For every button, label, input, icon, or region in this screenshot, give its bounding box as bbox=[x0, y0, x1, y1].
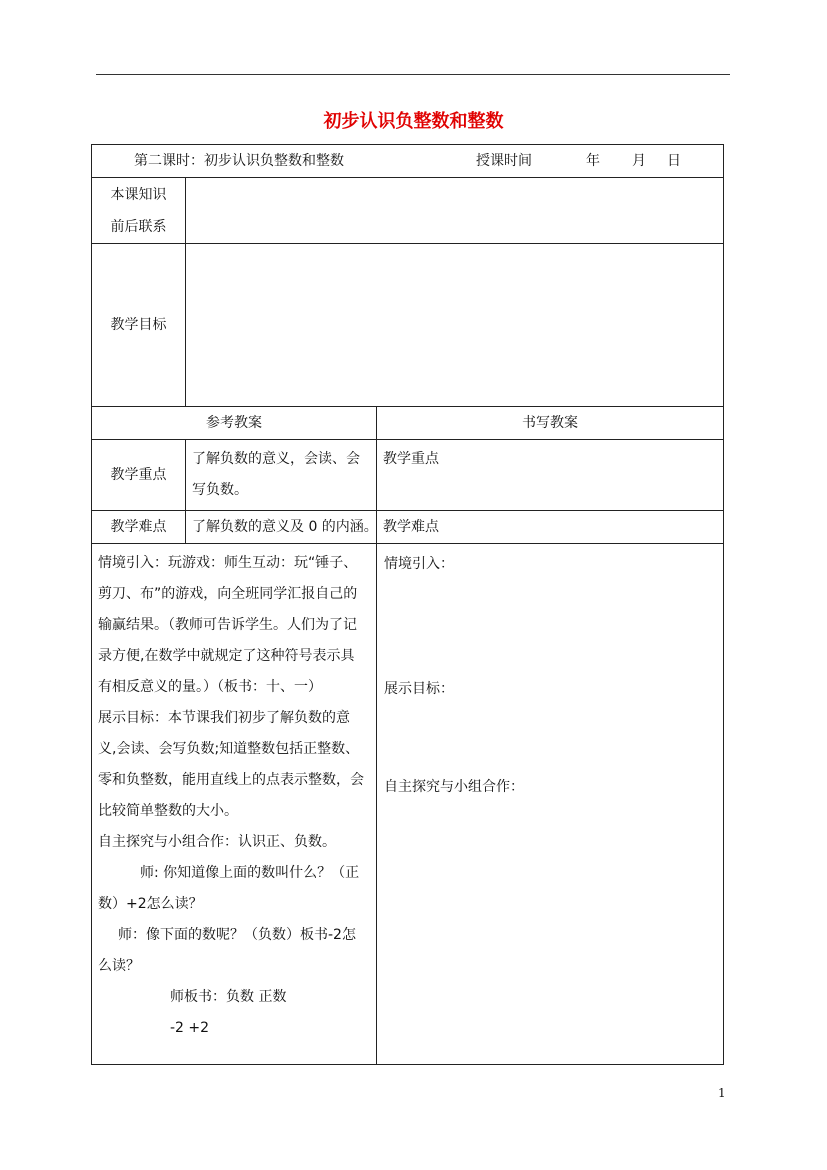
knowledge-row bbox=[92, 178, 724, 244]
document-title: 初步认识负整数和整数 bbox=[323, 111, 504, 132]
right-intro: 情境引入： bbox=[384, 556, 454, 572]
plan-heading-row bbox=[92, 407, 724, 440]
board-writing-2: -2 +2 bbox=[170, 1020, 210, 1036]
key-point-line-1: 了解负数的意义，会读、会 bbox=[192, 451, 360, 467]
process-line: 比较简单整数的大小。 bbox=[98, 803, 238, 819]
day-label: 日 bbox=[667, 153, 681, 169]
knowledge-label-line-1: 本课知识 bbox=[110, 186, 167, 203]
process-line: 自主探究与小组合作：认识正、负数。 bbox=[98, 834, 336, 850]
lesson-header-cell bbox=[92, 145, 724, 178]
process-left-cell bbox=[92, 544, 377, 1065]
page-number: 1 bbox=[718, 1086, 726, 1100]
key-point-line-2: 写负数。 bbox=[192, 482, 248, 498]
difficulty-label: 教学难点 bbox=[92, 511, 186, 544]
process-line: 有相反意义的量。）（板书：十、一） bbox=[98, 679, 322, 695]
process-line: 输赢结果。（教师可告诉学生。人们为了记 bbox=[98, 617, 357, 633]
key-point-right: 教学重点 bbox=[377, 440, 724, 511]
key-point-label: 教学重点 bbox=[92, 440, 186, 511]
year-label: 年 bbox=[586, 153, 600, 169]
teacher-question-2-a: 师：像下面的数呢？（负数）板书-2怎 bbox=[118, 927, 356, 943]
reference-plan-heading: 参考教案 bbox=[92, 407, 377, 440]
teacher-question-1-b: 数）+2怎么读？ bbox=[98, 896, 203, 912]
writing-plan-heading: 书写教案 bbox=[377, 407, 724, 440]
board-writing-1: 师板书：负数 正数 bbox=[170, 989, 287, 1005]
process-right-cell bbox=[377, 544, 724, 1065]
knowledge-label-cell bbox=[92, 178, 186, 244]
header-rule bbox=[96, 74, 730, 75]
process-line: 剪刀、布”的游戏，向全班同学汇报自己的 bbox=[98, 586, 358, 602]
process-line: 展示目标：本节课我们初步了解负数的意 bbox=[98, 710, 350, 726]
right-explore: 自主探究与小组合作： bbox=[384, 779, 524, 795]
goals-label: 教学目标 bbox=[92, 244, 186, 407]
lesson-plan-table bbox=[91, 144, 724, 1065]
knowledge-content-cell bbox=[186, 178, 724, 244]
lesson-header-row bbox=[92, 145, 724, 178]
difficulty-row bbox=[92, 511, 724, 544]
process-line: 义,会读、会写负数;知道整数包括正整数、 bbox=[98, 741, 360, 757]
month-label: 月 bbox=[632, 153, 646, 169]
knowledge-label-line-2: 前后联系 bbox=[110, 218, 167, 235]
process-line: 录方便,在数学中就规定了这种符号表示具 bbox=[98, 648, 355, 664]
right-goal: 展示目标： bbox=[384, 681, 454, 697]
teacher-question-2-b: 么读？ bbox=[98, 958, 140, 974]
time-label: 授课时间 bbox=[476, 153, 532, 169]
difficulty-right: 教学难点 bbox=[377, 511, 724, 544]
teacher-question-1-a: 师: 你知道像上面的数叫什么？（正 bbox=[140, 865, 360, 881]
goals-content-cell bbox=[186, 244, 724, 407]
goals-row bbox=[92, 244, 724, 407]
process-row bbox=[92, 544, 724, 1065]
process-line: 情境引入：玩游戏：师生互动：玩“锤子、 bbox=[98, 555, 358, 571]
key-point-content bbox=[186, 440, 377, 511]
lesson-title: 第二课时：初步认识负整数和整数 bbox=[134, 153, 344, 169]
difficulty-content: 了解负数的意义及 0 的内涵。 bbox=[186, 511, 377, 544]
process-line: 零和负整数，能用直线上的点表示整数，会 bbox=[98, 772, 364, 788]
key-point-row bbox=[92, 440, 724, 511]
